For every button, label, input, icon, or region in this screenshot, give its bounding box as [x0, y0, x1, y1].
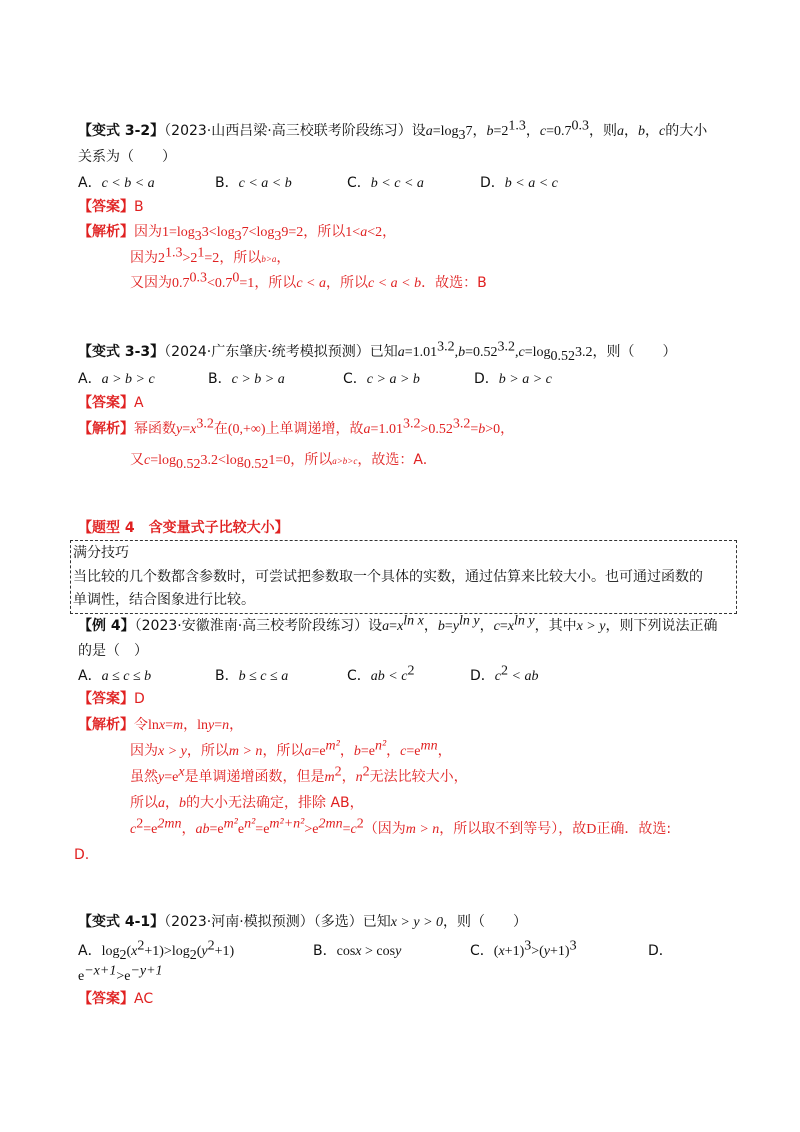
question-v32-stem-cont: 关系为（ ）: [78, 149, 176, 165]
analysis-line: 因为$2^{1.3}>2^1=2$，所以b>a，: [130, 245, 291, 266]
answer-line: 【答案】B: [78, 199, 144, 215]
question-e4-stem-cont: 的是（ ）: [78, 643, 148, 659]
option-c: C．c > a > b: [343, 371, 420, 387]
analysis-line: 因为x > y，所以m > n，所以$a=e^{m^2}$，$b=e^{n^2}$，$c=e^{mn}$，: [130, 738, 452, 759]
tip-text: 单调性，结合图象进行比较。: [73, 592, 255, 608]
analysis-line: 又$c=\log_{0.52}3.2<\log_{0.52}1=0$，所以a>b>c，故选：A.: [130, 452, 428, 472]
answer-line: 【答案】D: [78, 691, 145, 707]
option-b: B．b ≤ c ≤ a: [215, 668, 289, 684]
question-v32-stem: 【变式 3-2】（2023·山西吕梁·高三校联考阶段练习）设$a=\log_37$，$b=2^{1.3}$，$c=0.7^{0.3}$，则a，b，c的大小: [78, 118, 708, 143]
question-e4-stem: 【例 4】（2023·安徽淮南·高三校考阶段练习）设$a=x^{ln x}$，$b=y^{ln y}$，$c=x^{ln y}$，其中x > y，则下列说法正确: [78, 613, 718, 634]
stem-text: 的大小: [665, 123, 708, 139]
tip-title: 满分技巧: [73, 545, 129, 561]
option-b: B．cosx > cosy: [313, 943, 402, 959]
answer-line: 【答案】AC: [78, 991, 154, 1007]
question-v33-stem: 【变式 3-3】（2024·广东肇庆·统考模拟预测）已知$a=1.01^{3.2},b=0.52^{3.2},c=\log_{0.52}3.2$，则（ ）: [78, 339, 677, 364]
option-c: C．ab < $c^2$: [347, 663, 415, 684]
tip-box: [70, 540, 737, 614]
option-d: D．$c^2$ < ab: [470, 663, 539, 684]
section-title: 【题型 4 含变量式子比较大小】: [78, 520, 289, 536]
option-d: D．b < a < c: [480, 175, 558, 191]
option-c: C．$(x+1)^3>(y+1)^3$: [470, 938, 577, 959]
option-d: D．b > a > c: [474, 371, 552, 387]
question-v41-stem: 【变式 4-1】（2023·河南·模拟预测）（多选）已知x > y > 0，则（ ）: [78, 914, 528, 930]
option-c: C．b < c < a: [347, 175, 424, 191]
option-d-expr: $e^{-x+1}>e^{-y+1}$: [78, 963, 163, 984]
question-source: （2023·山西吕梁·高三校联考阶段练习）: [164, 123, 412, 139]
answer-line: 【答案】A: [78, 395, 144, 411]
option-b: B．c < a < b: [215, 175, 292, 191]
option-a: A．$\log_2(x^2+1)>\log_2(y^2+1)$: [78, 938, 235, 963]
stem-text: ，则: [589, 123, 618, 139]
option-d: D．: [648, 943, 673, 959]
analysis-line: 又因为$0.7^{0.3}<0.7^0=1$，所以c < a，所以c < a < b．故选：B: [130, 270, 487, 291]
analysis-line: 【解析】令lnx=m，lny=n，: [78, 717, 244, 733]
math-expr: a: [425, 124, 433, 139]
option-a: A．a ≤ c ≤ b: [78, 668, 152, 684]
option-b: B．c > b > a: [208, 371, 285, 387]
question-label: 【变式 3-2】: [78, 123, 165, 139]
analysis-line: 所以a，b的大小无法确定，排除 AB，: [130, 795, 364, 811]
tip-text: 当比较的几个数都含参数时，可尝试把参数取一个具体的实数，通过估算来比较大小。也可通过函数的: [73, 569, 703, 585]
stem-text: 设: [411, 123, 426, 139]
analysis-line: $c^2=e^{2mn}$，$ab=e^{m^2}e^{n^2}=e^{m^2+n^2}>e^{2mn}=c^2$（因为m > n，所以取不到等号），故D正确．故选:: [130, 816, 672, 837]
option-a: A．a > b > c: [78, 371, 155, 387]
option-a: A．c < b < a: [78, 175, 155, 191]
analysis-line: 虽然$y=e^x$是单调递增函数，但是$m^2$，$n^2$无法比较大小，: [130, 764, 468, 785]
analysis-line: 【解析】幂函数$y=x^{3.2}$在(0,+∞)上单调递增，故$a=1.01^{3.2}>0.52^{3.2}=b>0$，: [78, 416, 515, 437]
analysis-line: D.: [74, 847, 90, 863]
analysis-line: 【解析】因为$1=\log_33<\log_37<\log_39=2$，所以1<a<2，: [78, 224, 397, 244]
